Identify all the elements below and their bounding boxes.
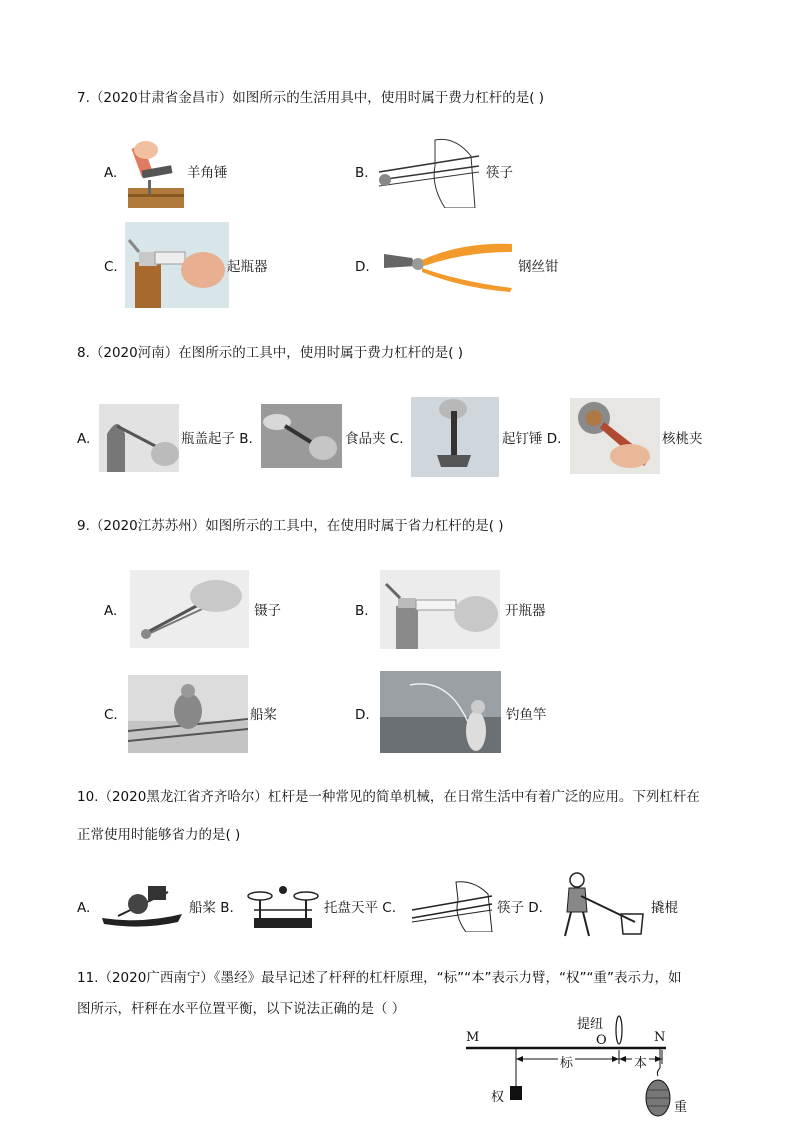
q9-option-d-text: 钓鱼竿 <box>506 707 547 723</box>
crowbar-worker-image <box>555 870 647 940</box>
food-tongs-image <box>261 404 342 468</box>
q7-stem: 7.（2020甘肃省金昌市）如图所示的生活用具中，使用时属于费力杠杆的是( ) <box>77 90 545 106</box>
q9-option-a-text: 镊子 <box>254 603 281 619</box>
q9-option-b-letter: B. <box>355 603 369 619</box>
claw-hammer-image <box>128 140 184 208</box>
q10-option-a-letter: A. <box>77 900 91 916</box>
q8-option-b-text: 食品夹 C. <box>345 431 404 447</box>
steelyard-diagram <box>460 1010 700 1120</box>
q7-option-a-letter: A. <box>104 165 118 181</box>
q9-option-c-letter: C. <box>104 707 118 723</box>
q7-option-b-letter: B. <box>355 165 369 181</box>
label-N: N <box>654 1030 666 1045</box>
q10-option-a-text: 船桨 B. <box>189 900 234 916</box>
q8-option-d-text: 核桃夹 <box>662 431 703 447</box>
q8-stem: 8.（2020河南）在图所示的工具中，使用时属于费力杠杆的是( ) <box>77 345 464 361</box>
q9-option-c-text: 船桨 <box>250 707 277 723</box>
nutcracker-image <box>570 398 660 474</box>
label-M: M <box>466 1030 480 1045</box>
chopsticks-image <box>375 136 481 208</box>
q11-stem-line2: 图所示，杆秤在水平位置平衡，以下说法正确的是（ ） <box>77 1001 406 1017</box>
label-quan: 权 <box>491 1090 505 1105</box>
label-zhong: 重 <box>674 1100 688 1115</box>
q7-option-b-text: 筷子 <box>486 165 513 181</box>
tweezers-image <box>130 570 249 648</box>
q11-stem-line1: 11.（2020广西南宁）《墨经》最早记述了杆秤的杠杆原理，“标”“本”表示力臂，“权”“重”表示力，如 <box>77 970 682 986</box>
q10-stem-line2: 正常使用时能够省力的是( ) <box>77 827 241 843</box>
q7-option-d-text: 钢丝钳 <box>518 259 559 275</box>
claw-hammer-image-2 <box>411 397 499 477</box>
rowing-oar-image <box>128 675 248 753</box>
rowing-sketch-image <box>98 880 186 932</box>
bottle-opener-image <box>125 222 229 308</box>
q9-stem: 9.（2020江苏苏州）如图所示的工具中，在使用时属于省力杠杆的是( ) <box>77 518 504 534</box>
q10-stem-line1: 10.（2020黑龙江省齐齐哈尔）杠杆是一种常见的简单机械，在日常生活中有着广泛的应用。下列杠杆在 <box>77 789 700 805</box>
bottle-opener-image-2 <box>380 570 500 649</box>
q9-option-a-letter: A. <box>104 603 118 619</box>
chopsticks-sketch-image <box>410 880 494 932</box>
q10-option-d-text: 撬棍 <box>651 900 678 916</box>
q7-option-c-text: 起瓶器 <box>227 259 268 275</box>
q9-option-d-letter: D. <box>355 707 370 723</box>
q10-option-c-text: 筷子 D. <box>497 900 543 916</box>
q8-option-a-text: 瓶盖起子 B. <box>181 431 253 447</box>
pliers-image <box>382 238 514 292</box>
q8-option-c-text: 起钉锤 D. <box>502 431 562 447</box>
label-O: O <box>596 1033 607 1048</box>
q9-option-b-text: 开瓶器 <box>505 603 546 619</box>
q8-option-a-letter: A. <box>77 431 91 447</box>
q7-option-d-letter: D. <box>355 259 370 275</box>
q7-option-c-letter: C. <box>104 259 118 275</box>
balance-scale-image <box>246 882 320 932</box>
fishing-rod-image <box>380 671 501 753</box>
label-biao: 标 <box>558 1052 575 1071</box>
label-tini: 提纽 <box>577 1017 604 1032</box>
bottle-cap-opener-image <box>99 404 179 472</box>
q10-option-b-text: 托盘天平 C. <box>324 900 397 916</box>
q7-option-a-text: 羊角锤 <box>187 165 228 181</box>
label-ben: 本 <box>632 1052 649 1071</box>
